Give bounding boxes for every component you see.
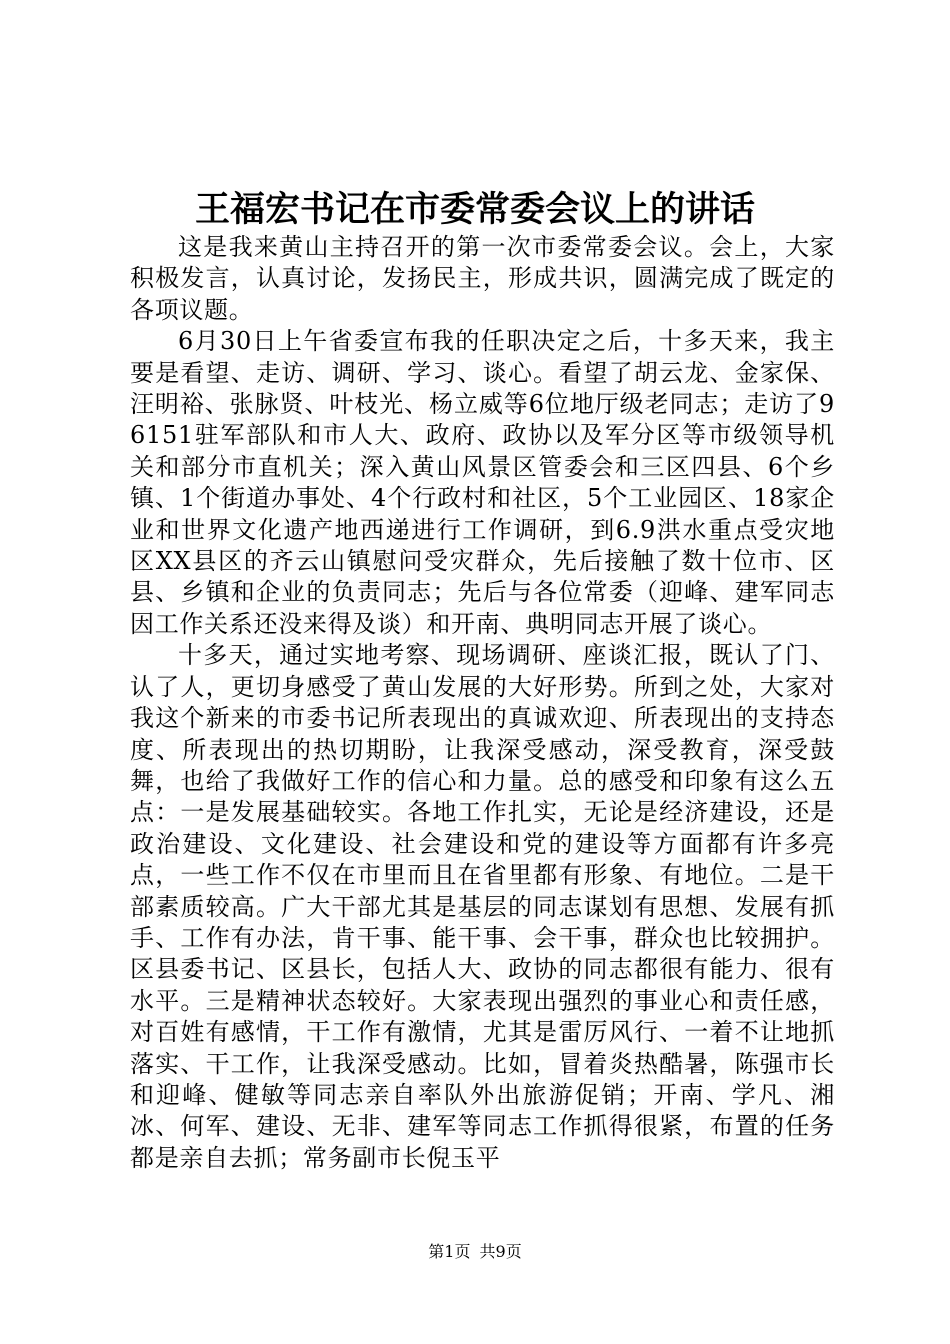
document-title: 王福宏书记在市委常委会议上的讲话 [194,189,755,230]
paragraph-2: 6月30日上午省委宣布我的任职决定之后，十多天来，我主要是看望、走访、调研、学习、谈心。看望了胡云龙、金家保、汪明裕、张脉贤、叶枝光、杨立威等6位地厅级老同志；走访了96151驻军部队和市人大、政府、政协以及军分区等市级领导机关和部分市直机关；深入黄山风景区管委会和三区四县、6个乡镇、1个街道办事处、4个行政村和社区，5个工业园区、18家企业和世界文化遗产地西递进行工作调研，到6.9洪水重点受灾地区XX县区的齐云山镇慰问受灾群众，先后接触了数十位市、区县、乡镇和企业的负责同志；先后与各位常委（迎峰、建军同志因工作关系还没来得及谈）和开南、典明同志开展了谈心。 [130,327,835,638]
document-body [130,232,835,1174]
paragraph-3: 十多天，通过实地考察、现场调研、座谈汇报，既认了门、认了人，更切身感受了黄山发展的大好形势。所到之处，大家对我这个新来的市委书记所表现出的真诚欢迎、所表现出的支持态度、所表现出的热切期盼，让我深受感动，深受教育，深受鼓舞，也给了我做好工作的信心和力量。总的感受和印象有这么五点：一是发展基础较实。各地工作扎实，无论是经济建设，还是政治建设、文化建设、社会建设和党的建设等方面都有许多亮点，一些工作不仅在市里而且在省里都有形象、有地位。二是干部素质较高。广大干部尤其是基层的同志谋划有思想、发展有抓手、工作有办法，肯干事、能干事、会干事，群众也比较拥护。区县委书记、区县长，包括人大、政协的同志都很有能力、很有水平。三是精神状态较好。大家表现出强烈的事业心和责任感，对百姓有感情，干工作有激情，尤其是雷厉风行、一着不让地抓落实、干工作，让我深受感动。比如，冒着炎热酷暑，陈强市长和迎峰、健敏等同志亲自率队外出旅游促销；开南、学凡、湘冰、何军、建设、无非、建军等同志工作抓得很紧，布置的任务都是亲自去抓；常务副市长倪玉平 [130,641,835,1172]
page-number: 第1页 [428,1242,471,1261]
paragraph-1: 这是我来黄山主持召开的第一次市委常委会议。会上，大家积极发言，认真讨论，发扬民主，形成共识，圆满完成了既定的各项议题。 [130,233,835,324]
page-total: 共9页 [479,1242,522,1261]
page-footer [0,1240,950,1264]
